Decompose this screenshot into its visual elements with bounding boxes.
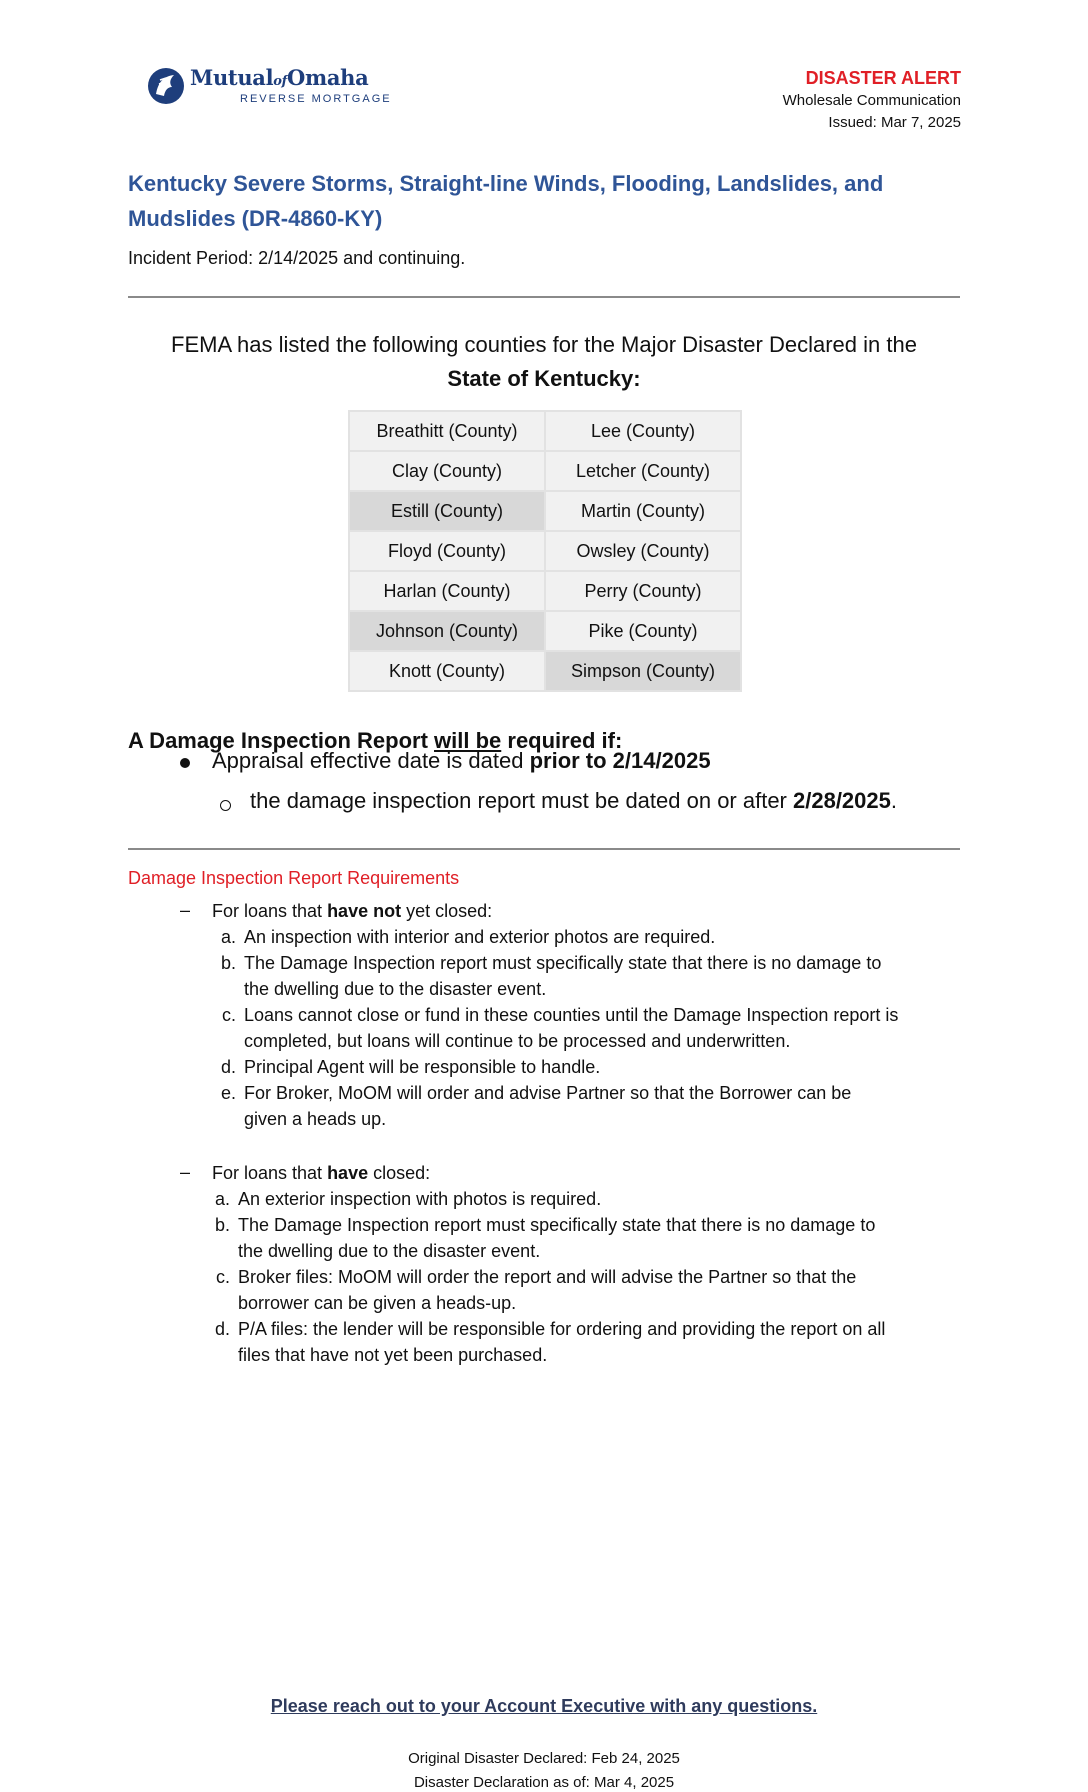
- table-row: [349, 651, 741, 691]
- requirement-heading: A Damage Inspection Report will be required if:: [128, 728, 623, 753]
- county-cell: Owsley (County): [545, 531, 741, 571]
- header-info: [783, 66, 961, 134]
- county-cell: Harlan (County): [349, 571, 545, 611]
- list-item-text: The Damage Inspection report must specifically state that there is no damage to: [244, 953, 882, 973]
- list-item-marker: b.: [220, 953, 236, 973]
- dir-heading: Damage Inspection Report Requirements: [128, 868, 460, 888]
- list-item-text: Broker files: MoOM will order the report and will advise the Partner so that the: [238, 1267, 857, 1287]
- divider: [128, 848, 960, 850]
- list-item-text: the dwelling due to the disaster event.: [238, 1241, 541, 1261]
- disaster-alert-label: DISASTER ALERT: [805, 68, 961, 88]
- county-cell: Breathitt (County): [349, 411, 545, 451]
- bullet-icon: [180, 758, 190, 768]
- issued-date: Issued: Mar 7, 2025: [828, 114, 961, 131]
- list-item-text: borrower can be given a heads-up.: [238, 1293, 517, 1313]
- table-row: [349, 531, 741, 571]
- county-cell: Floyd (County): [349, 531, 545, 571]
- list-item-text: the dwelling due to the disaster event.: [244, 979, 547, 999]
- list-item-text: An exterior inspection with photos is required.: [238, 1189, 602, 1209]
- list-item-text: An inspection with interior and exterior photos are required.: [244, 927, 716, 947]
- county-cell: Johnson (County): [349, 611, 545, 651]
- group-closed-intro: For loans that have closed:: [212, 1163, 431, 1183]
- list-item-text: completed, but loans will continue to be processed and underwritten.: [244, 1031, 791, 1051]
- logo-subtitle: REVERSE MORTGAGE: [240, 93, 392, 105]
- county-cell: Perry (County): [545, 571, 741, 611]
- list-item-text: P/A files: the lender will be responsible for ordering and providing the report on all: [238, 1319, 886, 1339]
- list-item-text: files that have not yet been purchased.: [238, 1345, 548, 1365]
- table-row: [349, 411, 741, 451]
- table-row: [349, 571, 741, 611]
- page-title: Kentucky Severe Storms, Straight-line Winds, Flooding, Landslides, and Mudslides (DR-4860-KY): [128, 171, 884, 231]
- group-not-closed-intro: For loans that have not yet closed:: [212, 901, 493, 921]
- communication-type: Wholesale Communication: [782, 92, 961, 109]
- list-item-text: Principal Agent will be responsible to handle.: [244, 1057, 601, 1077]
- contact-account-executive-link[interactable]: Please reach out to your Account Executive with any questions.: [270, 1696, 818, 1716]
- county-cell: Lee (County): [545, 411, 741, 451]
- divider: [128, 296, 960, 298]
- list-item-text: given a heads up.: [244, 1109, 387, 1129]
- list-item-marker: c.: [221, 1005, 236, 1025]
- list-item-marker: e.: [220, 1083, 236, 1103]
- incident-period: Incident Period: 2/14/2025 and continuing.: [128, 248, 466, 268]
- sub-bullet-icon: [220, 800, 231, 811]
- lion-head-logo-icon: [146, 66, 186, 106]
- county-cell: Martin (County): [545, 491, 741, 531]
- declaration-as-of-date: Disaster Declaration as of: Mar 4, 2025: [413, 1774, 675, 1791]
- requirement-sub-bullet: the damage inspection report must be dated on or after 2/28/2025.: [250, 788, 897, 813]
- county-cell: Pike (County): [545, 611, 741, 651]
- list-item-marker: d.: [214, 1319, 230, 1339]
- county-cell: Estill (County): [349, 491, 545, 531]
- county-cell: Simpson (County): [545, 651, 741, 691]
- company-logo: [146, 66, 392, 106]
- counties-table: [348, 410, 742, 692]
- list-item-text: Loans cannot close or fund in these counties until the Damage Inspection report is: [244, 1005, 899, 1025]
- original-declared-date: Original Disaster Declared: Feb 24, 2025: [408, 1750, 680, 1767]
- requirement-bullet: Appraisal effective date is dated prior to 2/14/2025: [212, 748, 711, 773]
- table-row: [349, 611, 741, 651]
- list-item-text: For Broker, MoOM will order and advise Partner so that the Borrower can be: [244, 1083, 852, 1103]
- logo-name: MutualofOmaha: [190, 65, 369, 90]
- list-item-marker: d.: [220, 1057, 236, 1077]
- list-item-marker: b.: [214, 1215, 230, 1235]
- county-cell: Clay (County): [349, 451, 545, 491]
- table-row: [349, 491, 741, 531]
- county-cell: Letcher (County): [545, 451, 741, 491]
- list-item-marker: a.: [214, 1189, 230, 1209]
- dash-icon: –: [180, 900, 191, 920]
- dash-icon: –: [180, 1162, 191, 1182]
- list-item-marker: a.: [220, 927, 236, 947]
- fema-intro: FEMA has listed the following counties for the Major Disaster Declared in the State of Kentucky:: [171, 332, 917, 391]
- table-row: [349, 451, 741, 491]
- county-cell: Knott (County): [349, 651, 545, 691]
- list-item-text: The Damage Inspection report must specifically state that there is no damage to: [238, 1215, 876, 1235]
- list-item-marker: c.: [215, 1267, 230, 1287]
